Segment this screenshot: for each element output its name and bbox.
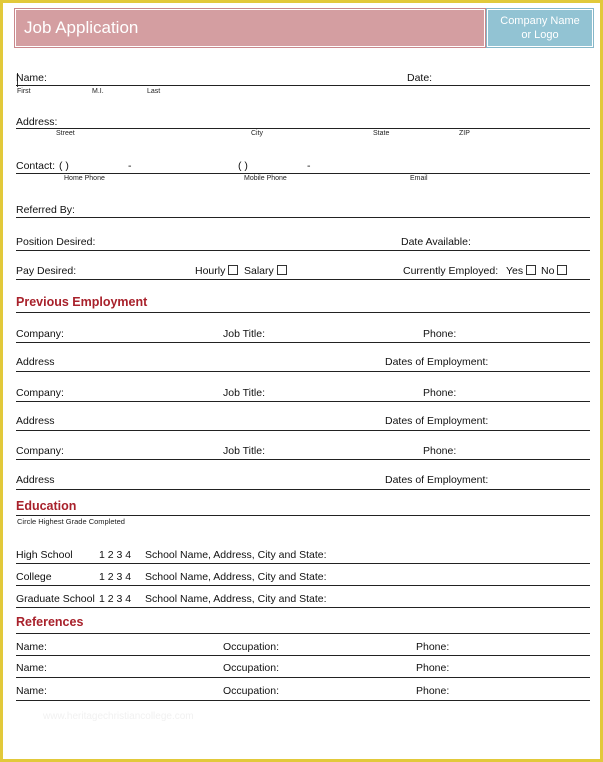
education-note: Circle Highest Grade Completed (17, 517, 125, 526)
currently-employed-label: Currently Employed: (403, 265, 499, 277)
mobile-phone-caption: Mobile Phone (244, 175, 287, 182)
education-heading-rule (16, 515, 590, 516)
pay-desired-label: Pay Desired: (16, 265, 77, 277)
company-logo-placeholder (487, 9, 593, 47)
employment-line[interactable] (16, 459, 590, 460)
street-caption: Street (56, 130, 75, 137)
reference-name-label: Name: (16, 662, 47, 674)
employment-line[interactable] (16, 342, 590, 343)
home-phone-caption: Home Phone (64, 175, 105, 182)
reference-phone-label: Phone: (416, 641, 450, 653)
job-title-label: Job Title: (223, 445, 266, 457)
references-heading-rule (16, 633, 590, 634)
education-line[interactable] (16, 585, 590, 586)
reference-line[interactable] (16, 700, 590, 701)
job-title-label: Job Title: (223, 387, 266, 399)
mi-caption: M.I. (92, 88, 104, 95)
home-phone-parens: ( ) (59, 160, 69, 172)
reference-occupation-label: Occupation: (223, 685, 280, 697)
referred-by-line[interactable] (16, 217, 590, 218)
grade-options[interactable]: 1 2 3 4 (99, 549, 132, 561)
employer-address-label: Address (16, 415, 55, 427)
reference-name-label: Name: (16, 685, 47, 697)
name-line[interactable] (16, 85, 590, 86)
references-heading: References (16, 615, 84, 629)
state-caption: State (373, 130, 390, 137)
form-header (15, 9, 583, 47)
phone-label: Phone: (423, 445, 457, 457)
reference-phone-label: Phone: (416, 662, 450, 674)
city-caption: City (251, 130, 264, 137)
employment-line[interactable] (16, 430, 590, 431)
yes-checkbox[interactable] (526, 265, 536, 275)
reference-line[interactable] (16, 655, 590, 656)
mobile-phone-dash: - (307, 160, 311, 172)
first-caption: First (17, 88, 31, 95)
logo-line-1: Company Name (500, 15, 580, 27)
address-label: Address: (16, 116, 58, 128)
reference-occupation-label: Occupation: (223, 662, 280, 674)
employment-heading-rule (16, 312, 590, 313)
salary-label: Salary (244, 265, 274, 277)
company-label: Company: (16, 328, 64, 340)
contact-line[interactable] (16, 173, 590, 174)
school-info-label: School Name, Address, City and State: (145, 571, 327, 583)
zip-caption: ZIP (459, 130, 470, 137)
dates-of-employment-label: Dates of Employment: (385, 356, 489, 368)
pay-line[interactable] (16, 279, 590, 280)
yes-option (506, 265, 536, 277)
email-caption: Email (410, 175, 428, 182)
company-label: Company: (16, 445, 64, 457)
grade-options[interactable]: 1 2 3 4 (99, 571, 132, 583)
job-title-label: Job Title: (223, 328, 266, 340)
name-label: Name: (16, 72, 47, 84)
position-line[interactable] (16, 250, 590, 251)
reference-name-label: Name: (16, 641, 47, 653)
logo-line-2: or Logo (521, 29, 559, 41)
hourly-checkbox[interactable] (228, 265, 238, 275)
no-checkbox[interactable] (557, 265, 567, 275)
employer-address-label: Address (16, 356, 55, 368)
high-school-label: High School (16, 549, 73, 561)
mobile-phone-parens: ( ) (238, 160, 248, 172)
date-available-label: Date Available: (401, 236, 471, 248)
company-label: Company: (16, 387, 64, 399)
employer-address-label: Address (16, 474, 55, 486)
grade-options[interactable]: 1 2 3 4 (99, 593, 132, 605)
dates-of-employment-label: Dates of Employment: (385, 474, 489, 486)
education-heading: Education (16, 499, 77, 513)
education-line[interactable] (16, 607, 590, 608)
employment-line[interactable] (16, 489, 590, 490)
home-phone-dash: - (128, 160, 132, 172)
yes-label: Yes (506, 265, 524, 277)
contact-label: Contact: (16, 160, 56, 172)
school-info-label: School Name, Address, City and State: (145, 549, 327, 561)
phone-label: Phone: (423, 387, 457, 399)
employment-line[interactable] (16, 371, 590, 372)
form-title: Job Application (24, 18, 139, 37)
previous-employment-heading: Previous Employment (16, 295, 148, 309)
hourly-label: Hourly (195, 265, 226, 277)
employment-line[interactable] (16, 401, 590, 402)
last-caption: Last (147, 88, 161, 95)
no-label: No (541, 265, 555, 277)
dates-of-employment-label: Dates of Employment: (385, 415, 489, 427)
title-banner (15, 9, 485, 47)
salary-checkbox[interactable] (277, 265, 287, 275)
position-desired-label: Position Desired: (16, 236, 96, 248)
no-option (541, 265, 567, 277)
reference-phone-label: Phone: (416, 685, 450, 697)
graduate-school-label: Graduate School (16, 593, 95, 605)
referred-by-label: Referred By: (16, 204, 75, 216)
address-line[interactable] (16, 128, 590, 129)
education-line[interactable] (16, 563, 590, 564)
salary-option (244, 265, 287, 277)
hourly-option (195, 265, 238, 277)
college-label: College (16, 571, 52, 583)
reference-line[interactable] (16, 677, 590, 678)
phone-label: Phone: (423, 328, 457, 340)
watermark: www.heritagechristiancollege.com (43, 711, 194, 722)
date-label: Date: (407, 72, 433, 84)
school-info-label: School Name, Address, City and State: (145, 593, 327, 605)
reference-occupation-label: Occupation: (223, 641, 280, 653)
